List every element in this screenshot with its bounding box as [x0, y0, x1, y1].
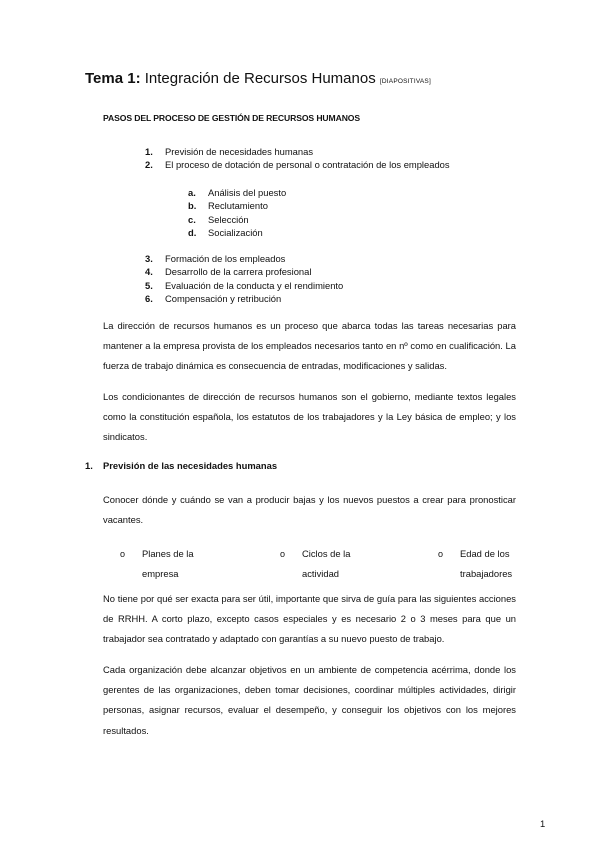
list-item-text: El proceso de dotación de personal o contratación de los empleados	[165, 159, 450, 171]
list-item	[145, 158, 450, 171]
list-item	[145, 265, 343, 278]
section-number: 1.	[85, 460, 93, 471]
list-item-number: 1.	[145, 146, 153, 157]
document-title	[85, 70, 431, 87]
steps-list-top	[145, 145, 450, 172]
section-heading-1	[85, 460, 277, 471]
list-item-text: Previsión de necesidades humanas	[165, 146, 314, 157]
bullet-text: Ciclos de la actividad	[302, 548, 351, 580]
page-number: 1	[540, 818, 546, 829]
list-item-number: 6.	[145, 292, 153, 304]
bullet-symbol: o	[280, 549, 286, 559]
paragraph-forecast-accuracy: No tiene por qué ser exacta para ser útil, importante que sirva de guía para las siguientes acciones de RRHH. A corto plazo, excepto casos especiales y es necesario 2 o 3 meses para que un trabajador sea contratado y adaptado con garantías a su nuevo puesto de trabajo.	[103, 593, 516, 645]
list-item-letter: c.	[188, 213, 196, 225]
list-item	[145, 252, 343, 265]
list-item-letter: a.	[188, 187, 196, 198]
paragraph-organization-goals: Cada organización debe alcanzar objetivos en un ambiente de competencia acérrima, donde los gerentes de las organizaciones, deben tomar decisiones, coordinar múltiples actividades, dirigir personas, asignar recursos, evaluar el desempeño, y conseguir los objetivos con los mejores resultados.	[103, 664, 516, 736]
bullet-symbol: o	[438, 549, 444, 559]
list-item-text: Reclutamiento	[208, 200, 268, 212]
bullet-item	[120, 544, 200, 584]
bullet-item	[438, 544, 538, 584]
list-item-text: Análisis del puesto	[208, 187, 287, 198]
title-topic-number: Tema 1:	[85, 70, 141, 87]
bullet-symbol: o	[120, 549, 126, 559]
list-item-text: Compensación y retribución	[165, 292, 282, 304]
bullet-columns	[120, 544, 520, 584]
bullet-item	[280, 544, 380, 584]
section-heading: PASOS DEL PROCESO DE GESTIÓN DE RECURSOS HUMANOS	[103, 113, 361, 123]
list-item-number: 5.	[145, 279, 153, 291]
list-item	[145, 279, 343, 292]
title-note: [DIAPOSITIVAS]	[379, 78, 431, 85]
list-item	[188, 199, 286, 212]
bullet-text: Edad de los trabajadores	[460, 548, 513, 580]
bullet-text: Planes de la empresa	[142, 548, 194, 580]
list-item-text: Socialización	[208, 226, 263, 238]
title-text: Integración de Recursos Humanos	[140, 70, 380, 87]
list-item	[145, 145, 450, 158]
list-item	[188, 226, 286, 239]
list-item	[188, 213, 286, 226]
paragraph-forecast-intro: Conocer dónde y cuándo se van a producir bajas y los nuevos puestos a crear para pronosticar vacantes.	[103, 494, 516, 526]
list-item-number: 2.	[145, 159, 153, 171]
paragraph-hr-constraints: Los condicionantes de dirección de recursos humanos son el gobierno, mediante textos legales como la constitución española, los estatutos de los trabajadores y la Ley básica de empleo; y los sindicatos.	[103, 391, 516, 443]
list-item-text: Selección	[208, 213, 249, 225]
list-item-text: Desarrollo de la carrera profesional	[165, 266, 312, 278]
list-item-text: Evaluación de la conducta y el rendimiento	[165, 279, 344, 291]
list-item-text: Formación de los empleados	[165, 253, 286, 264]
substeps-list	[188, 186, 286, 239]
list-item	[145, 292, 343, 305]
paragraph-hr-definition: La dirección de recursos humanos es un proceso que abarca todas las tareas necesarias para mantener a la empresa provista de los empleados necesarios tanto en nº como en cualificación. La fuerza de trabajo dinámica es consecuencia de entradas, modificaciones y salidas.	[103, 320, 516, 372]
list-item-number: 3.	[145, 253, 153, 264]
list-item-letter: d.	[188, 226, 197, 238]
section-title: Previsión de las necesidades humanas	[103, 460, 278, 471]
list-item-number: 4.	[145, 266, 153, 278]
list-item	[188, 186, 286, 199]
list-item-letter: b.	[188, 200, 197, 212]
steps-list-bottom	[145, 252, 343, 305]
